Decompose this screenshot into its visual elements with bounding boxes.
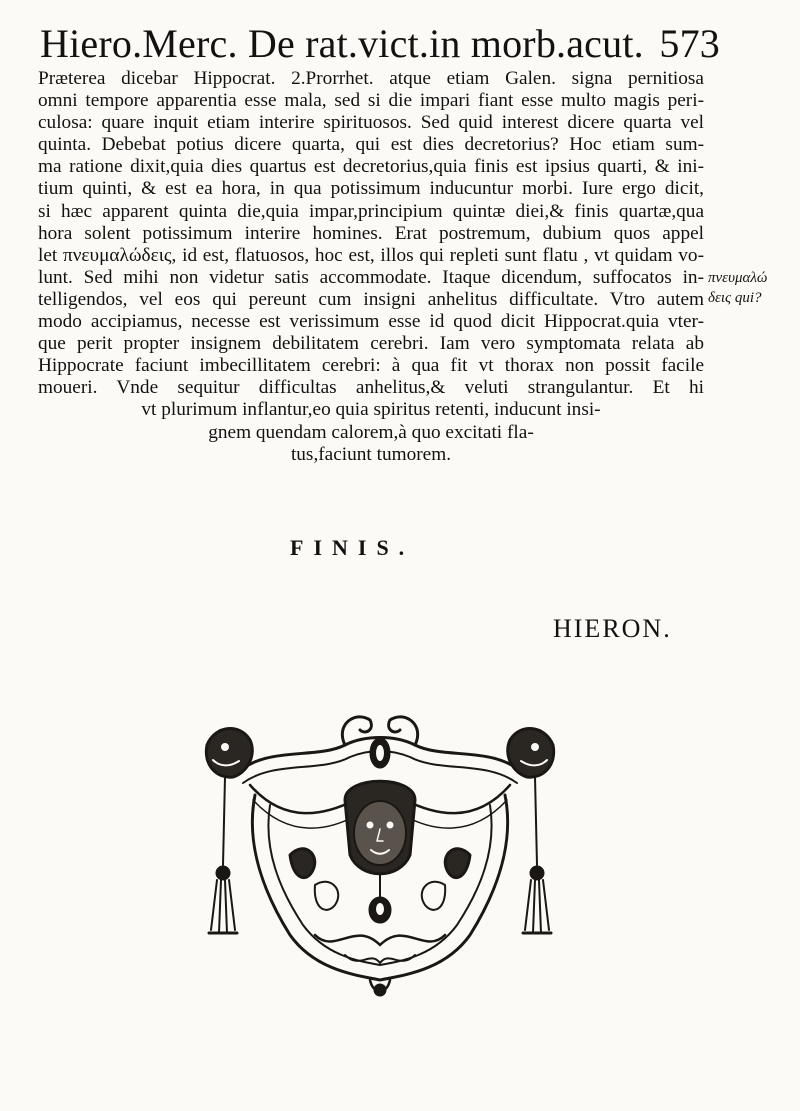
marginal-note-line: πνευμαλώ xyxy=(708,270,768,286)
printers-ornament-icon xyxy=(195,705,565,1005)
text-line: omni tempore apparentia esse mala, sed si die impari fiant esse multo magis peri- xyxy=(38,90,704,112)
marginal-note-line: δεις qui? xyxy=(708,290,762,306)
tapered-line: vt plurimum inflantur,eo quia spiritus retenti, inducunt insi- xyxy=(141,399,601,421)
finis-label: FINIS. xyxy=(290,535,415,560)
running-header xyxy=(40,18,720,70)
text-line: tium quinti, & est ea hora, in qua potissimum inducuntur morbi. Iure ergo dicit, xyxy=(38,178,704,200)
catchword: HIERON. xyxy=(553,614,672,643)
tapered-line: gnem quendam calorem,à quo excitati fla- xyxy=(208,421,534,443)
text-line: Præterea dicebar Hippocrat. 2.Prorrhet. atque etiam Galen. signa pernitiosa xyxy=(38,68,704,89)
running-title: Hiero.Merc. De rat.vict.in morb.acut. xyxy=(40,21,644,66)
text-line: telligendos, vel eos qui pereunt cum insigni anhelitus difficultate. Vtro autem xyxy=(38,288,704,310)
main-text-block xyxy=(38,68,704,466)
text-line: ma ratione dixit,quia dies quartus est decretorius,quia finis est ipsius quarti, & ini- xyxy=(38,156,704,178)
text-line: si hæc apparent quinta die,quia impar,principium quintæ diei,& finis quartæ,qua xyxy=(38,200,704,222)
page-number: 573 xyxy=(659,21,720,66)
text-line: que perit propter insignem debilitatem cerebri. Iam vero symptomata relata ab xyxy=(38,333,704,355)
text-line: lunt. Sed mihi non videtur satis accommodate. Itaque dicendum, suffocatos in- xyxy=(38,266,704,288)
text-line: let πνευμαλώδεις, id est, flatuosos, hoc est, illos qui repleti sunt flatu , vt quidam vo- xyxy=(38,244,704,266)
text-line: moueri. Vnde sequitur difficultas anhelitus,& veluti strangulantur. Et hi xyxy=(38,377,704,399)
text-line: quinta. Debebat potius dicere quarta, qui est dies decretorius? Hoc etiam sum- xyxy=(38,134,704,156)
tapered-line: tus,faciunt tumorem. xyxy=(290,443,452,465)
text-line: modo accipiamus, necesse est verissimum esse id quod dicit Hippocrat.quia vter- xyxy=(38,311,704,333)
marginal-note xyxy=(708,268,794,308)
text-line: hora solent potissimum interire homines. Erat postremum, dubium quos appel xyxy=(38,222,704,244)
text-line: Hippocrate faciunt imbecillitatem cerebri: à qua fit vt thorax non possit facile xyxy=(38,355,704,377)
text-line: culosa: quare inquit etiam interire spirituosos. Sed quid interest dicere quarta vel xyxy=(38,112,704,134)
